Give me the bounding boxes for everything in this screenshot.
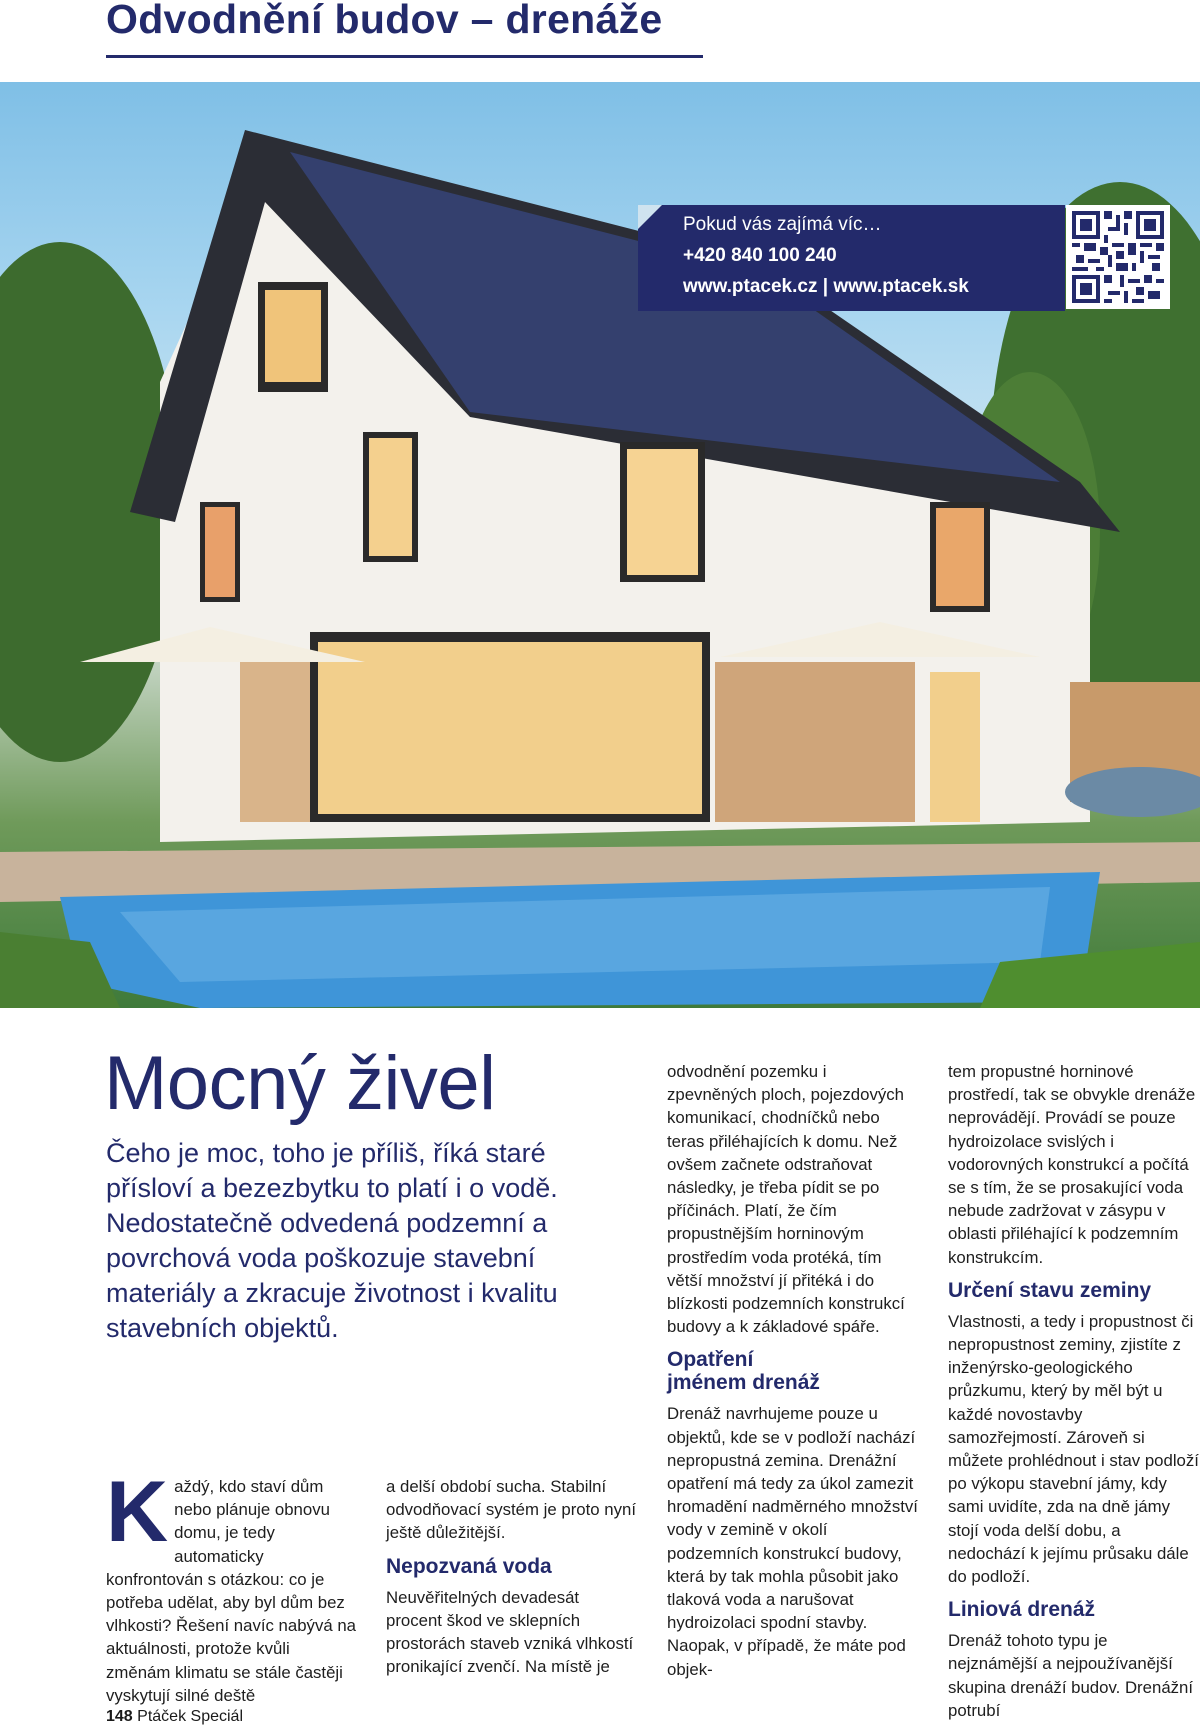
subhead-opatreni-drenaz: Opatření jménem drenáž (667, 1348, 820, 1395)
column-1-text: aždý, kdo staví dům nebo plánuje obnovu domu, je tedy automaticky konfrontován s otázkou: co je potřeba udělat, aby byl dům bez vlhkosti? Řešení navíc nabývá na aktuálnosti, protože kvůli změnám klimatu se stále častěji vyskytují silné deště (106, 1477, 356, 1705)
contact-phone[interactable]: +420 840 100 240 (683, 245, 837, 266)
article-headline: Mocný živel (104, 1041, 496, 1126)
article-column-1 (106, 1464, 358, 1707)
column-3-text-2: Drenáž navrhujeme pouze u objektů, kde se v podloží nachází nepropustná zemina. Drenážní opatření má tedy za úkol zamezit hromadění nadměrného množství vody v zemině v okolí podzemních konstrukcí budovy, která by tak mohla působit jako tlaková voda a narušovat hydroizolaci spodní stavby. Naopak, v případě, že máte pod objek- (667, 1404, 918, 1679)
contact-websites[interactable]: www.ptacek.cz | www.ptacek.sk (683, 276, 969, 297)
article-column-3 (667, 1060, 919, 1681)
title-underline (106, 55, 703, 58)
drop-cap: K (106, 1464, 169, 1560)
article-column-2 (386, 1475, 638, 1678)
column-4-text-2: Vlastnosti, a tedy i propustnost či nepropustnost zeminy, zjistíte z inženýrsko-geologického průzkumu, který by měl být u každé novostavby samozřejmostí. Zároveň si můžete prohlédnout i stav podloží po výkopu stavební jámy, kdy sami uvidíte, zda na dně jámy stojí voda delší dobu, a nedochází k jejímu průsaku dále do podloží. (948, 1311, 1199, 1587)
contact-box (638, 205, 1065, 311)
qr-code-icon[interactable] (1066, 205, 1170, 309)
column-3-text-1: odvodnění pozemku i zpevněných ploch, pojezdových komunikací, chodníčků nebo teras přiléhajících k domu. Než ovšem začnete odstraňovat následky, je třeba pídit se po příčinách. Platí, že čím propustnějším horninovým prostředím voda protéká, tím větší množství jí přitéká i do blízkosti podzemních konstrukcí budovy a k základové spáře. (667, 1062, 905, 1337)
column-4-text-3: Drenáž tohoto typu je nejznámější a nejpoužívanější skupina drenáží budov. Drenážní potrubí (948, 1631, 1194, 1720)
page-number: 148 (106, 1708, 133, 1725)
page-curl-decoration (638, 205, 662, 229)
hero-photo (0, 82, 1200, 1008)
column-2-text-2: Neuvěřitelných devadesát procent škod ve sklepních prostorách staveb vzniká vlhkostí pronikající zvenčí. Na místě je (386, 1587, 634, 1677)
page-footer (106, 1708, 243, 1726)
page-title: Odvodnění budov – drenáže (106, 0, 663, 42)
contact-intro: Pokud vás zajímá víc… (683, 214, 882, 235)
column-4-text-1: tem propustné horninové prostředí, tak se obvykle drenáže neprovádějí. Provádí se pouze hydroizolace svislých i vodorovných konstrukcí a počítá se s tím, že se prosakující voda nebude zadržovat v zásypu v oblasti přiléhající k podzemním konstrukcím. (948, 1062, 1196, 1267)
publication-name: Ptáček Speciál (137, 1708, 243, 1725)
subhead-nepozvana-voda: Nepozvaná voda (386, 1554, 552, 1578)
subhead-liniova-drenaz: Liniová drenáž (948, 1598, 1096, 1622)
article-column-4 (948, 1060, 1200, 1722)
column-2-text-1: a delší období sucha. Stabilní odvodňovací systém je proto nyní ještě důležitější. (386, 1477, 636, 1543)
article-lede: Čeho je moc, toho je příliš, říká staré přísloví a bezezbytku to platí i o vodě. Nedostatečně odvedená podzemní a povrchová voda poškozuje stavební materiály a zkracuje životnost i kvalitu stavebních objektů. (106, 1138, 558, 1343)
subhead-urceni-stavu-zeminy: Určení stavu zeminy (948, 1278, 1152, 1302)
